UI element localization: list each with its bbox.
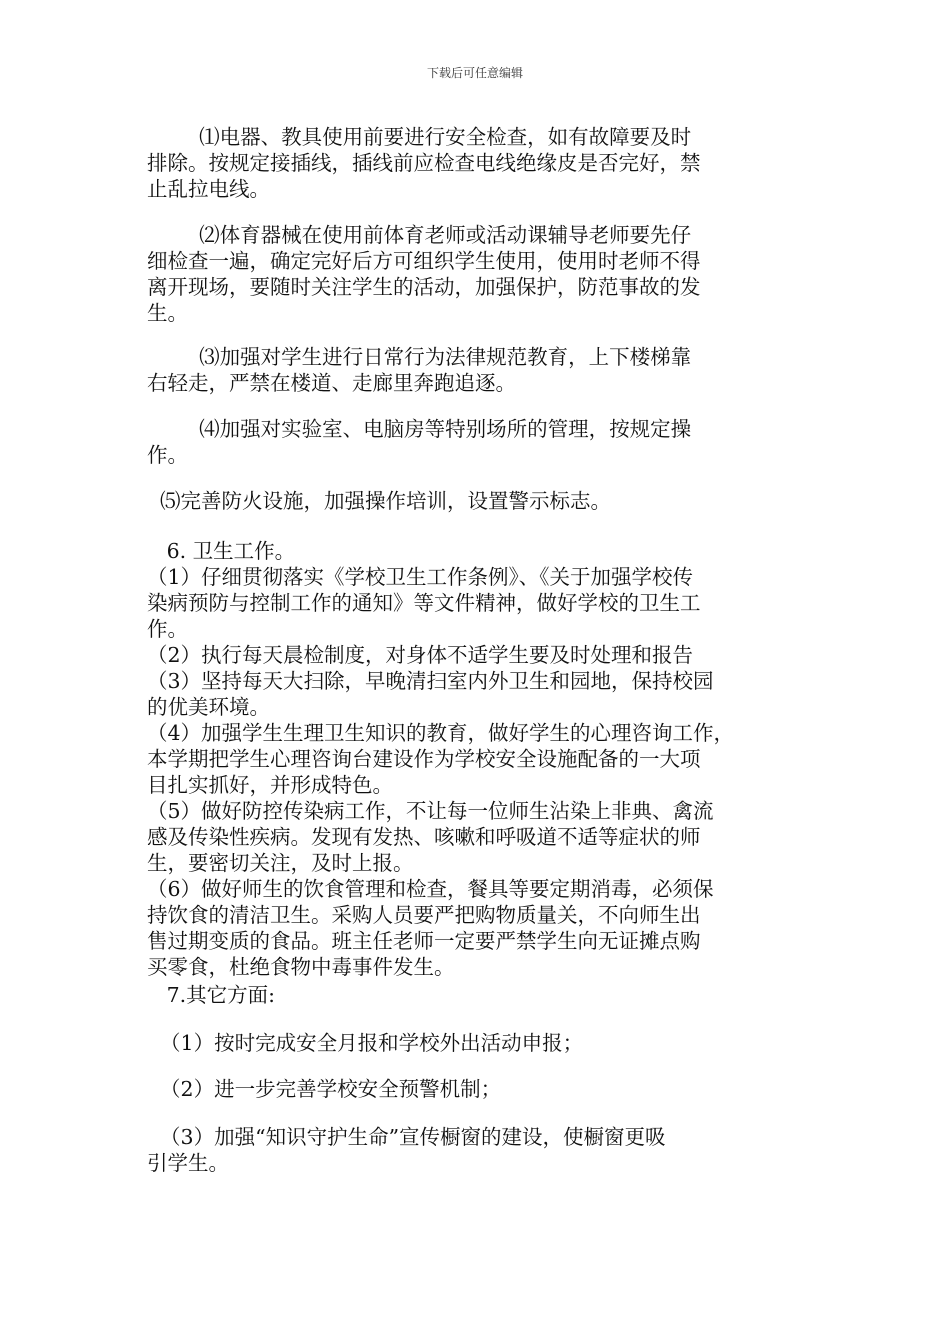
paragraph-electrical-safety: ⑴电器、教具使用前要进行安全检查，如有故障要及时 排除。按规定接插线，插线前应检查电线绝缘皮是否完好，禁 止乱拉电线。	[147, 125, 701, 201]
section-hygiene-work: 6. 卫生工作。 （1）仔细贯彻落实《学校卫生工作条例》、《关于加强学校传 染病预防与控制工作的通知》等文件精神，做好学校的卫生工 作。 （2）执行每天晨检制度，对身体不适学生要及时处理和报告 （3）坚持每天大扫除，早晚清扫室内外卫生和园地，保持校园 的优美环境。 （4）加强学生生理卫生知识的教育，做好学生的心理咨询工作， 本学期把学生心理咨询台建设作为学校安全设施配备的一大项 目扎实抓好，并形成特色。 （5）做好防控传染病工作，不让每一位师生沾染上非典、禽流 感及传染性疾病。发现有发热、咳嗽和呼吸道不适等症状的师 生，要密切关注，及时上报。 （6）做好师生的饮食管理和检查，餐具等要定期消毒，必须保 持饮食的清洁卫生。采购人员要严把购物质量关，不向师生出 售过期变质的食品。班主任老师一定要严禁学生向无证摊点购 买零食，杜绝食物中毒事件发生。	[147, 539, 735, 979]
list-item-warning-mechanism: （2）进一步完善学校安全预警机制；	[147, 1077, 502, 1101]
list-item-display-window: （3）加强“知识守护生命”宣传橱窗的建设，使橱窗更吸 引学生。	[147, 1125, 666, 1175]
paragraph-fire-safety: ⑸完善防火设施，加强操作培训，设置警示标志。	[147, 489, 612, 513]
section-other-aspects-heading: 7.其它方面:	[147, 983, 276, 1007]
paragraph-lab-management: ⑷加强对实验室、电脑房等特别场所的管理，按规定操 作。	[147, 417, 692, 467]
list-item-monthly-report: （1）按时完成安全月报和学校外出活动申报；	[147, 1031, 584, 1055]
paragraph-behavior-education: ⑶加强对学生进行日常行为法律规范教育，上下楼梯靠 右轻走，严禁在楼道、走廊里奔跑追逐。	[147, 345, 692, 395]
paragraph-sports-equipment: ⑵体育器械在使用前体育老师或活动课辅导老师要先仔 细检查一遍，确定完好后方可组织学生使用，使用时老师不得 离开现场，要随时关注学生的活动，加强保护，防范事故的发 生。	[147, 223, 701, 325]
page-header: 下载后可任意编辑	[426, 66, 523, 80]
